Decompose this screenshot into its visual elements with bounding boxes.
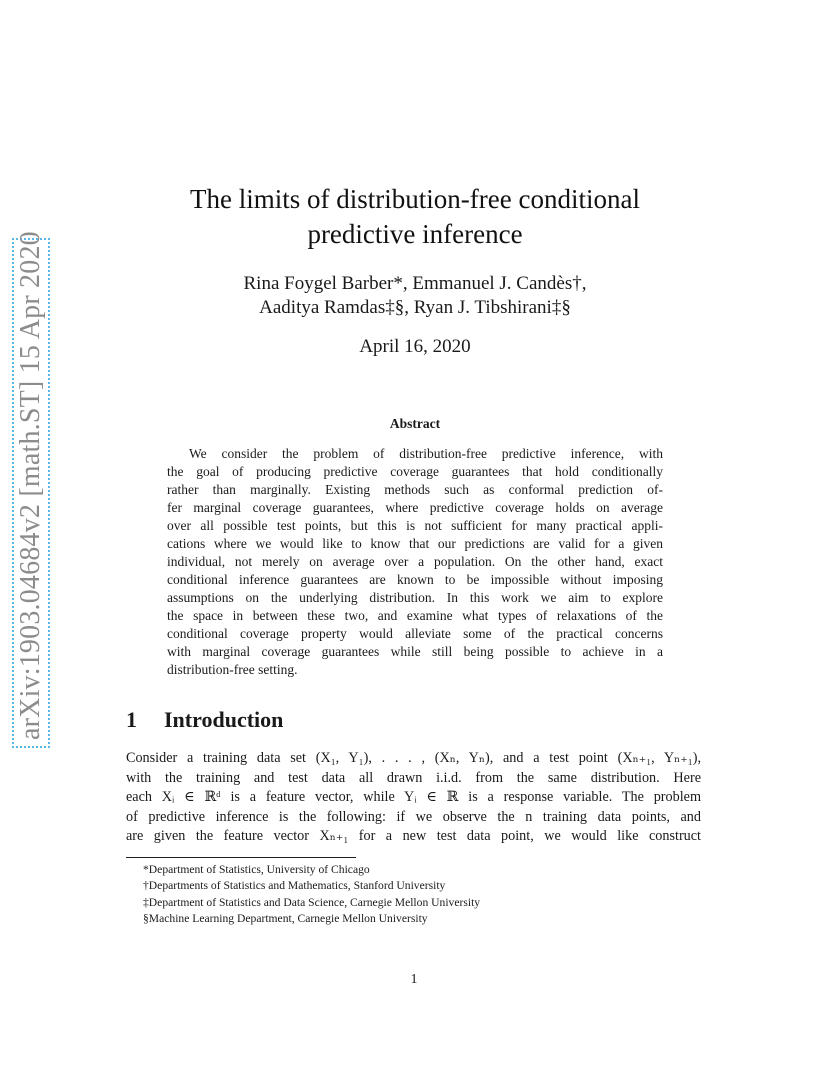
abstract-line: the goal of producing predictive coverage guarantees that hold conditionally [167, 464, 663, 479]
body-paragraph [126, 749, 701, 847]
body-line: with the training and test data all drawn i.i.d. from the same distribution. Here [126, 769, 701, 786]
abstract-line: over all possible test points, but this is not sufficient for many practical appli- [167, 518, 663, 533]
title-line-1: The limits of distribution-free conditional [190, 184, 640, 214]
title-line-2: predictive inference [307, 219, 523, 249]
arxiv-identifier[interactable]: arXiv:1903.04684v2 [math.ST] 15 Apr 2020 [15, 231, 46, 740]
author-list [150, 272, 680, 320]
abstract-line: fer marginal coverage guarantees, where predictive coverage holds on average [167, 500, 663, 515]
abstract-line: assumptions on the underlying distribution. In this work we aim to explore [167, 590, 663, 605]
abstract-line: cations where we would like to know that our predictions are valid for a given [167, 536, 663, 551]
section-heading [126, 707, 283, 733]
footnotes [143, 862, 703, 928]
body-line: are given the feature vector Xₙ₊₁ for a new test data point, we would like construct [126, 828, 701, 845]
abstract-heading: Abstract [389, 416, 441, 431]
paper-title [120, 182, 710, 252]
abstract-line: We consider the problem of distribution-free predictive inference, with [189, 446, 663, 461]
abstract-line: rather than marginally. Existing methods such as conformal prediction of- [167, 482, 663, 497]
authors-line-2: Aaditya Ramdas‡§, Ryan J. Tibshirani‡§ [259, 297, 571, 318]
footnote-divider [126, 857, 356, 858]
abstract-body [167, 445, 663, 679]
abstract-line: the space in between these two, and examine what types of relaxations of the [167, 608, 663, 623]
footnote: *Department of Statistics, University of Chicago [143, 863, 370, 876]
body-line: each Xᵢ ∈ ℝᵈ is a feature vector, while Yᵢ ∈ ℝ is a response variable. The problem [126, 789, 701, 806]
body-line: of predictive inference is the following: if we observe the n training data points, and [126, 808, 701, 825]
abstract-line: individual, not merely on average over a population. On the other hand, exact [167, 554, 663, 569]
footnote: §Machine Learning Department, Carnegie Mellon University [143, 912, 428, 926]
authors-line-1: Rina Foygel Barber*, Emmanuel J. Candès†, [243, 273, 587, 294]
footnote: †Departments of Statistics and Mathematics, Stanford University [143, 879, 446, 893]
abstract-line: distribution-free setting. [167, 662, 298, 677]
footnote: ‡Department of Statistics and Data Science, Carnegie Mellon University [143, 895, 481, 909]
section-title: Introduction [164, 707, 284, 732]
abstract-line: conditional inference guarantees are known to be impossible without imposing [167, 572, 663, 587]
section-number: 1 [126, 707, 137, 732]
abstract-line: conditional coverage property would alleviate some of the practical concerns [167, 626, 663, 641]
paper-date: April 16, 2020 [359, 336, 471, 357]
page-number: 1 [410, 972, 418, 987]
abstract-line: with marginal coverage guarantees while still being possible to achieve in a [167, 644, 663, 659]
body-line: Consider a training data set (X₁, Y₁), . . . , (Xₙ, Yₙ), and a test point (Xₙ₊₁, Yₙ₊₁), [126, 750, 701, 766]
